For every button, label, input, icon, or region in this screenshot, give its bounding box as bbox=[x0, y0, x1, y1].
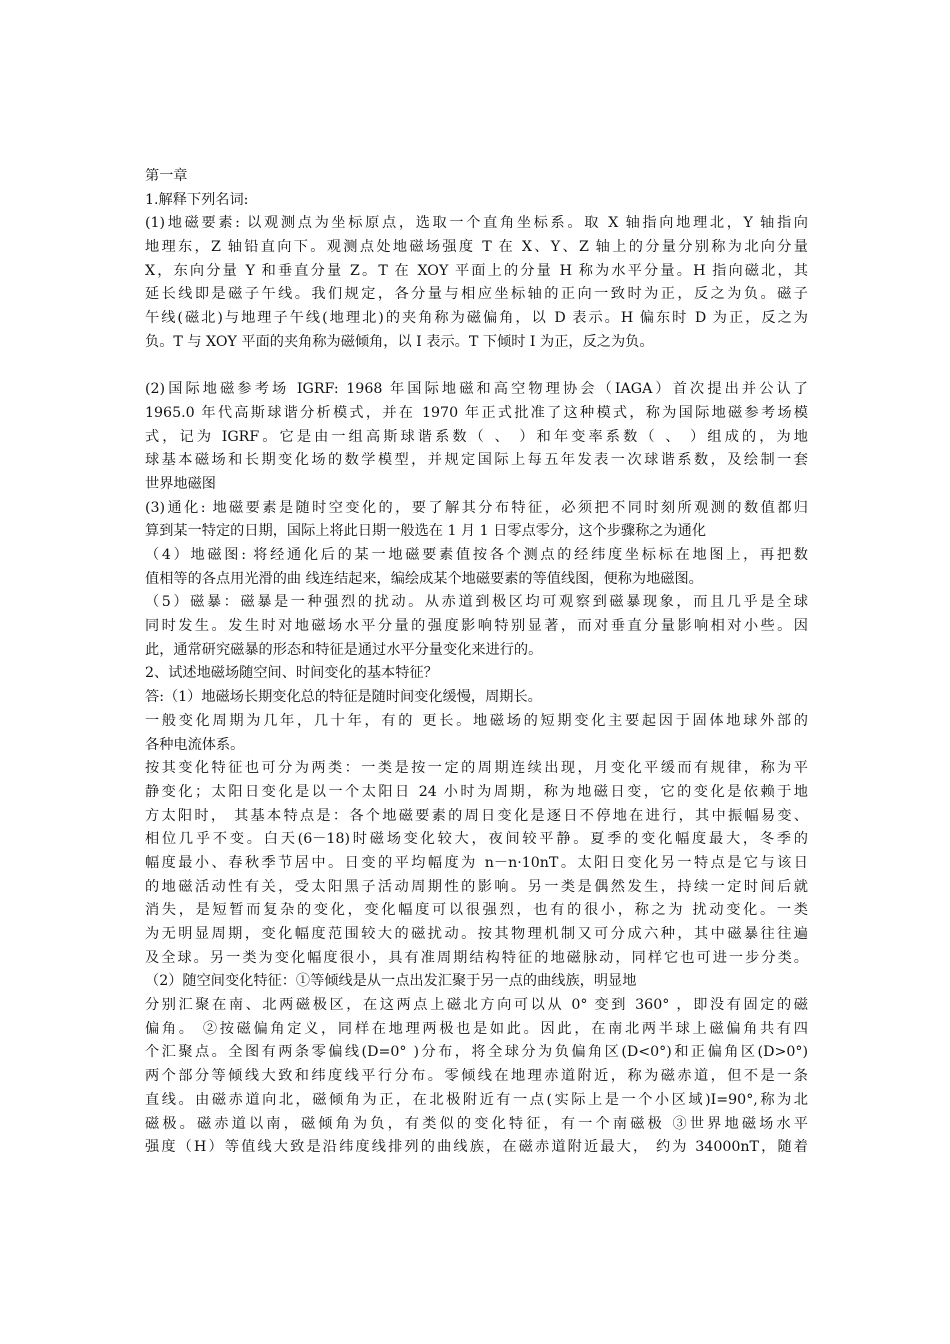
text-line: (2)国际地磁参考场 IGRF: 1968 年国际地磁和高空物理协会（IAGA）首次提出并公认了 bbox=[145, 381, 808, 398]
text-line: 一般变化周期为几年，几十年，有的 更长。地磁场的短期变化主要起因于固体地球外部的 bbox=[145, 712, 808, 729]
text-line: 按其变化特征也可分为两类：一类是按一定的周期连续出现，月变化平缓而有规律，称为平 bbox=[145, 760, 808, 777]
chapter-title: 第一章 bbox=[145, 168, 188, 184]
text-line: 延长线即是磁子午线。我们规定，各分量与相应坐标轴的正向一致时为正，反之为负。磁子 bbox=[145, 286, 808, 303]
term-4-paragraph bbox=[145, 544, 808, 591]
text-line: 分别汇聚在南、北两磁极区，在这两点上磁北方向可以从 0° 变到 360° ，即没有固定的磁 bbox=[145, 997, 808, 1014]
text-line: 为无明显周期，变化幅度范围较大的磁扰动。按其物理机制又可分成六种，其中磁暴往往遍 bbox=[145, 926, 808, 942]
text-line: 负。T 与 XOY 平面的夹角称为磁倾角，以 I 表示。T 下倾时 I 为正，反之为负。 bbox=[145, 333, 654, 350]
term-3-paragraph bbox=[145, 497, 808, 544]
answer-line: 答:（1）地磁场长期变化总的特征是随时间变化缓慢，周期长。 bbox=[145, 689, 542, 706]
text-line: 偏角。 ②按磁偏角定义，同样在地理两极也是如此。因此，在南北两半球上磁偏角共有四 bbox=[145, 1020, 808, 1037]
term-2-paragraph bbox=[145, 378, 808, 496]
text-line: 此，通常研究磁暴的形态和特征是通过水平分量变化来进行的。 bbox=[145, 641, 543, 658]
term-1-paragraph bbox=[145, 212, 808, 354]
text-line: 消失，是短暂而复杂的变化，变化幅度可以很强烈，也有的很小，称之为 扰动变化。一类 bbox=[145, 902, 808, 919]
text-line: 两个部分等倾线大致和纬度线平行分布。零倾线在地理赤道附近，称为磁赤道，但不是一条 bbox=[145, 1068, 808, 1085]
question-2-heading: 2、试述地磁场随空间、时间变化的基本特征？ bbox=[145, 665, 438, 682]
text-line: （4）地磁图: 将经通化后的某一地磁要素值按各个测点的经纬度坐标标在地图上，再把数 bbox=[145, 547, 808, 563]
text-line: 值相等的各点用光滑的曲 线连结起来，编绘成某个地磁要素的等值线图，便称为地磁图。 bbox=[145, 570, 703, 587]
text-line: 的地磁活动性有关，受太阳黑子活动周期性的影响。另一类是偶然发生，持续一定时间后就 bbox=[145, 878, 808, 895]
text-line: 及全球。另一类为变化幅度很小，具有准周期结构特征的地磁脉动，同样它也可进一步分类。 bbox=[145, 949, 808, 966]
term-5-paragraph bbox=[145, 591, 808, 662]
text-line: 强度（H）等值线大致是沿纬度线排列的曲线族，在磁赤道附近最大， 约为 34000nT，随着 bbox=[145, 1139, 808, 1156]
spatial-paragraph bbox=[145, 970, 808, 1160]
text-line: 个汇聚点。全图有两条零偏线(D=0° )分布，将全球分为负偏角区(D<0°)和正偏角区(D>0°) bbox=[145, 1044, 808, 1061]
text-line: 磁极。磁赤道以南，磁倾角为负，有类似的变化特征，有一个南磁极 ③世界地磁场水平 bbox=[145, 1115, 808, 1132]
question-1-heading: 1.解释下列名词: bbox=[145, 191, 249, 208]
text-line: 静变化；太阳日变化是以一个太阳日 24 小时为周期，称为地磁日变，它的变化是依赖于地 bbox=[145, 783, 808, 800]
text-line: 1965.0 年代高斯球谐分析模式，并在 1970 年正式批准了这种模式，称为国际地磁参考场模 bbox=[145, 404, 808, 421]
text-line: 幅度最小、春秋季节居中。日变的平均幅度为 n－n·10nT。太阳日变化另一特点是它与该日 bbox=[145, 854, 808, 871]
text-line: 方太阳时， 其基本特点是：各个地磁要素的周日变化是逐日不停地在进行，其中振幅易变、 bbox=[145, 807, 808, 824]
text-line: 午线(磁北)与地理子午线(地理北)的夹角称为磁偏角，以 D 表示。H 偏东时 D 为正，反之为 bbox=[145, 310, 808, 327]
text-line: 直线。由磁赤道向北，磁倾角为正，在北极附近有一点(实际上是一个小区域)I=90°,称为北 bbox=[145, 1091, 808, 1108]
text-line: 相位几乎不变。白天(6－18)时磁场变化较大，夜间较平静。夏季的变化幅度最大，冬季的 bbox=[145, 831, 808, 848]
text-line: 地理东，Z 轴铅直向下。观测点处地磁场强度 T 在 X、Y、Z 轴上的分量分别称为北向分量 bbox=[145, 239, 808, 256]
long-term-paragraph bbox=[145, 710, 808, 757]
blank-line bbox=[145, 355, 808, 379]
text-line: （2）随空间变化特征：①等倾线是从一点出发汇聚于另一点的曲线族，明显地 bbox=[145, 973, 637, 990]
text-line: (3)通化: 地磁要素是随时空变化的，要了解其分布特征，必须把不同时刻所观测的数值都归 bbox=[145, 499, 808, 516]
text-line: 球基本磁场和长期变化场的数学模型，并规定国际上每五年发表一次球谐系数，及绘制一套 bbox=[145, 452, 808, 469]
text-line: (1)地磁要素: 以观测点为坐标原点，选取一个直角坐标系。取 X 轴指向地理北，Y 轴指向 bbox=[145, 215, 808, 232]
document-page bbox=[145, 165, 808, 1160]
text-line: 式，记为 IGRF。它是由一组高斯球谐系数（ 、 ）和年变率系数（ 、 ）组成的，为地 bbox=[145, 428, 808, 445]
text-line: 各种电流体系。 bbox=[145, 736, 245, 753]
text-line: 同时发生。发生时对地磁场水平分量的强度影响特别显著，而对垂直分量影响相对小些。因 bbox=[145, 618, 808, 635]
text-line: X，东向分量 Y 和垂直分量 Z。T 在 XOY 平面上的分量 H 称为水平分量。H 指向磁北，其 bbox=[145, 262, 808, 279]
variation-paragraph bbox=[145, 757, 808, 970]
text-line: 世界地磁图 bbox=[145, 475, 216, 492]
text-line: （5）磁暴：磁暴是一种强烈的扰动。从赤道到极区均可观察到磁暴现象，而且几乎是全球 bbox=[145, 594, 808, 611]
text-line: 算到某一特定的日期，国际上将此日期一般选在 1 月 1 日零点零分，这个步骤称之为通化 bbox=[145, 523, 707, 540]
